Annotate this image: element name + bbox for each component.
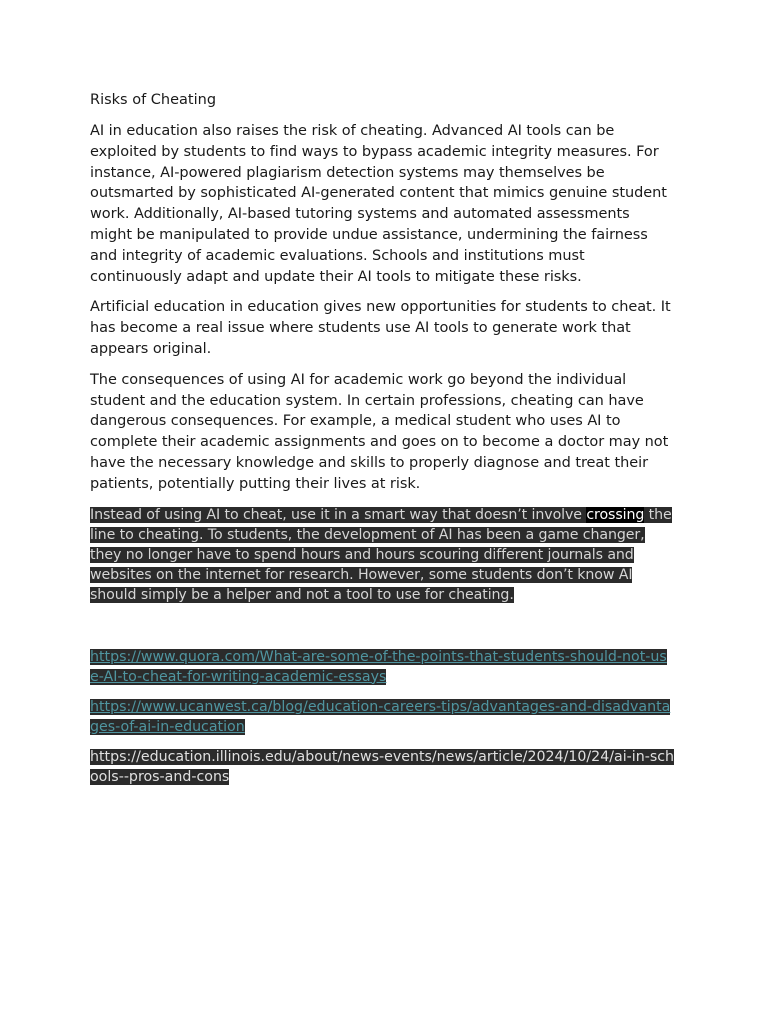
reference-link-ucanwest[interactable]: https://www.ucanwest.ca/blog/education-careers-tips/advantages-and-disadvantages-of-ai-in-education — [90, 698, 671, 735]
highlighted-paragraph — [90, 505, 675, 605]
paragraph-consequences: The consequences of using AI for academic work go beyond the individual student and the education system. In certain professions, cheating can have dangerous consequences. For example, a medical student who uses AI to complete their academic assignments and goes on to become a doctor may not have the necessary knowledge and skills to properly diagnose and treat their patients, potentially putting their lives at risk. — [90, 371, 669, 492]
paragraph-opportunities: Artificial education in education gives new opportunities for students to cheat. It has become a real issue where students use AI tools to generate work that appears original. — [90, 299, 671, 357]
reference-text-illinois: https://education.illinois.edu/about/news-events/news/article/2024/10/24/ai-in-schools--pros-and-cons — [90, 748, 675, 785]
reference-2 — [90, 697, 675, 737]
highlighted-text-start: Instead of using AI to cheat, use it in a smart way that doesn’t involve — [90, 506, 587, 523]
document-page — [90, 90, 675, 797]
reference-link-quora[interactable]: https://www.quora.com/What-are-some-of-the-points-that-students-should-not-use-AI-to-cheat-for-writing-academic-essays — [90, 648, 667, 685]
section-heading: Risks of Cheating — [90, 92, 217, 108]
paragraph-risks: AI in education also raises the risk of cheating. Advanced AI tools can be exploited by students to find ways to bypass academic integrity measures. For instance, AI-powered plagiarism detection systems may themselves be outsmarted by sophisticated AI-generated content that mimics genuine student work. Additionally, AI-based tutoring systems and automated assessments might be manipulated to provide undue assistance, undermining the fairness and integrity of academic evaluations. Schools and institutions must continuously adapt and update their AI tools to mitigate these risks. — [90, 123, 667, 285]
highlighted-text-end: the line to cheating. To students, the development of AI has been a game changer, they no longer have to spend hours and hours scouring different journals and websites on the internet for research. However, some students don’t know AI should simply be a helper and not a tool to use for cheating. — [90, 506, 672, 603]
reference-3 — [90, 747, 675, 787]
blank-line — [90, 615, 675, 647]
selected-word: crossing — [586, 506, 645, 523]
reference-1 — [90, 647, 675, 687]
